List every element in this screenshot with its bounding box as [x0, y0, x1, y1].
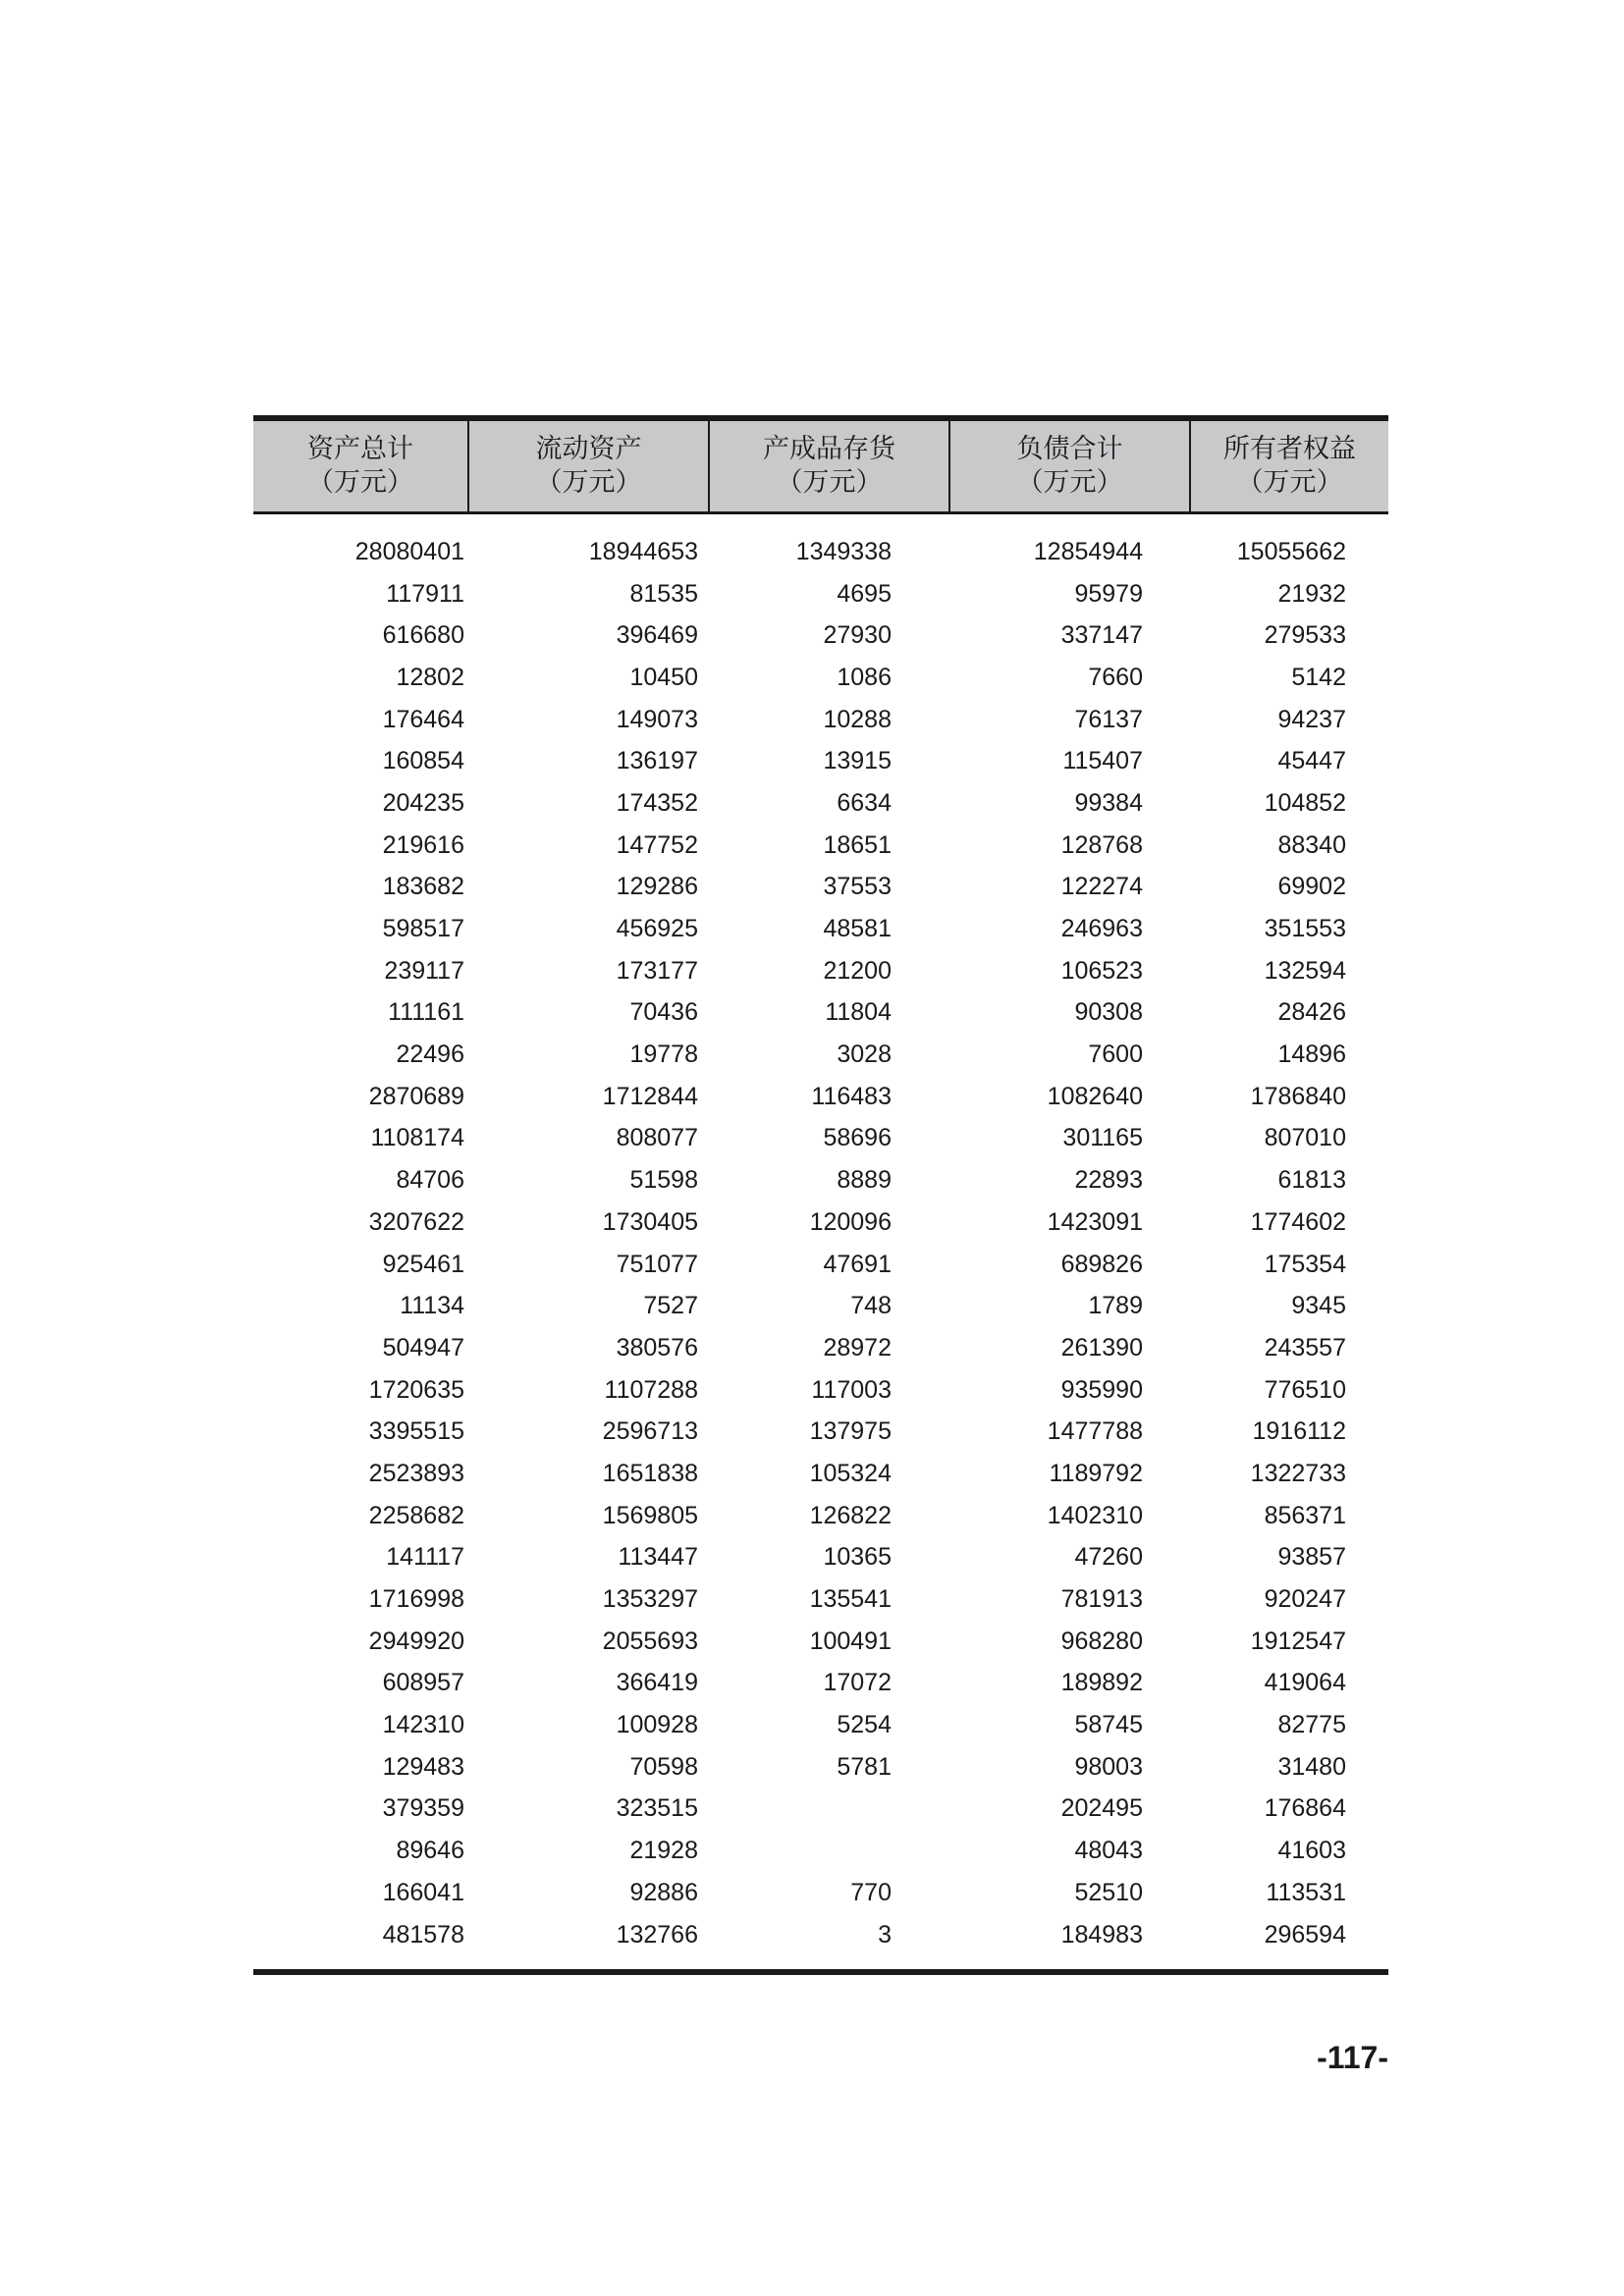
- table-cell: 58745: [1074, 1711, 1143, 1739]
- header-label: 产成品存货: [763, 434, 895, 464]
- table-row: [253, 1621, 1388, 1663]
- header-label: 所有者权益: [1223, 434, 1356, 464]
- header-total-liabilities: [950, 421, 1191, 511]
- table-cell: 175354: [1264, 1250, 1346, 1278]
- table-row: [253, 1537, 1388, 1579]
- table-cell: 111161: [388, 998, 464, 1027]
- table-cell: 28972: [823, 1333, 892, 1362]
- table-cell: 174352: [616, 788, 698, 817]
- header-current-assets: [469, 421, 710, 511]
- table-cell: 21928: [629, 1837, 698, 1865]
- table-cell: 296594: [1264, 1920, 1346, 1949]
- table-cell: 82775: [1277, 1711, 1346, 1739]
- table-header: [253, 421, 1388, 514]
- header-finished-goods-inventory: [710, 421, 950, 511]
- table-cell: 21200: [823, 956, 892, 985]
- table-row: [253, 1578, 1388, 1621]
- table-row: [253, 1159, 1388, 1201]
- table-cell: 1789: [1088, 1292, 1143, 1320]
- table-cell: 1402310: [1047, 1501, 1143, 1529]
- table-cell: 48043: [1074, 1837, 1143, 1865]
- table-cell: 1912547: [1250, 1627, 1346, 1655]
- table-cell: 4695: [837, 579, 892, 608]
- table-cell: 748: [850, 1292, 892, 1320]
- table-cell: 105324: [809, 1459, 892, 1487]
- table-cell: 84706: [396, 1166, 464, 1195]
- table-cell: 142310: [382, 1711, 464, 1739]
- table-cell: 1189792: [1049, 1459, 1143, 1487]
- table-cell: 166041: [382, 1878, 464, 1906]
- table-cell: 5142: [1291, 663, 1346, 691]
- header-label: 流动资产: [535, 434, 642, 464]
- table-cell: 10288: [823, 705, 892, 733]
- table-cell: 2870689: [368, 1082, 464, 1110]
- table-cell: 3028: [837, 1041, 892, 1069]
- table-cell: 126822: [809, 1501, 892, 1529]
- table-cell: 968280: [1060, 1627, 1143, 1655]
- table-cell: 115407: [1062, 747, 1143, 775]
- table-cell: 8889: [837, 1166, 892, 1195]
- table-cell: 1349338: [795, 537, 892, 565]
- table-cell: 113447: [618, 1543, 698, 1572]
- table-row: [253, 1663, 1388, 1705]
- table-cell: 99384: [1074, 788, 1143, 817]
- table-cell: 81535: [629, 579, 698, 608]
- table-cell: 47691: [823, 1250, 892, 1278]
- table-cell: 10365: [823, 1543, 892, 1572]
- table-cell: 1651838: [602, 1459, 698, 1487]
- table-row: [253, 1830, 1388, 1872]
- table-row: [253, 531, 1388, 573]
- table-cell: 41603: [1277, 1837, 1346, 1865]
- table-cell: 18651: [823, 830, 892, 859]
- table-cell: 19778: [629, 1041, 698, 1069]
- table-row: [253, 1244, 1388, 1286]
- table-row: [253, 1327, 1388, 1369]
- table-cell: 132766: [616, 1920, 698, 1949]
- table-cell: 21932: [1277, 579, 1346, 608]
- header-unit: （万元）: [307, 467, 413, 498]
- table-cell: 2258682: [368, 1501, 464, 1529]
- table-cell: 751077: [616, 1250, 698, 1278]
- table-row: [253, 740, 1388, 782]
- table-cell: 1082640: [1047, 1082, 1143, 1110]
- table-cell: 3: [878, 1920, 892, 1949]
- table-cell: 1730405: [602, 1207, 698, 1236]
- table-row: [253, 1034, 1388, 1076]
- table-row: [253, 1453, 1388, 1495]
- table-cell: 70436: [629, 998, 698, 1027]
- table-cell: 129286: [616, 873, 698, 901]
- table-cell: 15055662: [1236, 537, 1346, 565]
- table-cell: 781913: [1060, 1585, 1143, 1614]
- table-cell: 117911: [386, 579, 464, 608]
- table-cell: 12854944: [1033, 537, 1143, 565]
- table-cell: 10450: [629, 663, 698, 691]
- table-cell: 419064: [1264, 1669, 1346, 1697]
- table-cell: 366419: [616, 1669, 698, 1697]
- table-cell: 11134: [400, 1292, 464, 1320]
- table-cell: 1716998: [368, 1585, 464, 1614]
- table-cell: 351553: [1264, 915, 1346, 943]
- table-cell: 920247: [1264, 1585, 1346, 1614]
- table-cell: 116483: [811, 1082, 892, 1110]
- table-row: [253, 950, 1388, 992]
- table-cell: 1916112: [1252, 1417, 1346, 1446]
- table-row: [253, 1411, 1388, 1453]
- table-row: [253, 1201, 1388, 1244]
- header-unit: （万元）: [1236, 467, 1343, 498]
- table-cell: 3395515: [368, 1417, 464, 1446]
- table-cell: 9345: [1291, 1292, 1346, 1320]
- table-cell: 616680: [382, 621, 464, 650]
- table-cell: 141117: [386, 1543, 464, 1572]
- page-number: -117-: [1317, 2040, 1388, 2075]
- table-cell: 6634: [837, 788, 892, 817]
- table-cell: 95979: [1074, 579, 1143, 608]
- table-row: [253, 1704, 1388, 1746]
- table-cell: 1423091: [1047, 1207, 1143, 1236]
- table-cell: 17072: [823, 1669, 892, 1697]
- table-cell: 396469: [616, 621, 698, 650]
- table-body: [253, 514, 1388, 1975]
- table-row: [253, 1369, 1388, 1412]
- table-cell: 132594: [1264, 956, 1346, 985]
- table-cell: 1712844: [602, 1082, 698, 1110]
- table-cell: 18944653: [588, 537, 698, 565]
- table-cell: 160854: [382, 747, 464, 775]
- table-cell: 379359: [382, 1794, 464, 1823]
- table-cell: 1322733: [1250, 1459, 1346, 1487]
- table-cell: 100491: [809, 1627, 892, 1655]
- table-cell: 90308: [1074, 998, 1143, 1027]
- table-cell: 279533: [1264, 621, 1346, 650]
- table-cell: 689826: [1060, 1250, 1143, 1278]
- table-row: [253, 657, 1388, 699]
- table-cell: 176464: [382, 705, 464, 733]
- table-cell: 598517: [382, 915, 464, 943]
- table-cell: 1786840: [1250, 1082, 1346, 1110]
- table-row: [253, 1914, 1388, 1956]
- table-cell: 58696: [823, 1124, 892, 1152]
- table-cell: 481578: [382, 1920, 464, 1949]
- table-cell: 147752: [616, 830, 698, 859]
- table-cell: 100928: [616, 1711, 698, 1739]
- table-cell: 456925: [616, 915, 698, 943]
- header-unit: （万元）: [1016, 467, 1123, 498]
- table-cell: 1086: [837, 663, 892, 691]
- table-cell: 128768: [1060, 830, 1143, 859]
- table-cell: 37553: [823, 873, 892, 901]
- table-cell: 27930: [823, 621, 892, 650]
- table-cell: 189892: [1060, 1669, 1143, 1697]
- table-cell: 137975: [809, 1417, 892, 1446]
- table-row: [253, 573, 1388, 615]
- table-cell: 808077: [616, 1124, 698, 1152]
- table-cell: 184983: [1060, 1920, 1143, 1949]
- table-cell: 380576: [616, 1333, 698, 1362]
- table-cell: 104852: [1264, 788, 1346, 817]
- table-cell: 22496: [396, 1041, 464, 1069]
- table-cell: 261390: [1060, 1333, 1143, 1362]
- table-cell: 935990: [1060, 1375, 1143, 1404]
- table-cell: 1774602: [1250, 1207, 1346, 1236]
- table-row: [253, 614, 1388, 657]
- table-cell: 5254: [837, 1711, 892, 1739]
- table-cell: 28426: [1277, 998, 1346, 1027]
- table-row: [253, 992, 1388, 1035]
- table-cell: 7527: [643, 1292, 698, 1320]
- table-cell: 337147: [1060, 621, 1143, 650]
- table-cell: 45447: [1277, 747, 1346, 775]
- table-cell: 31480: [1277, 1752, 1346, 1781]
- table-cell: 98003: [1074, 1752, 1143, 1781]
- table-cell: 51598: [629, 1166, 698, 1195]
- table-cell: 2949920: [368, 1627, 464, 1655]
- table-cell: 770: [850, 1878, 892, 1906]
- table-row: [253, 699, 1388, 741]
- table-cell: 1353297: [602, 1585, 698, 1614]
- table-cell: 204235: [382, 788, 464, 817]
- table-cell: 120096: [809, 1207, 892, 1236]
- table-cell: 48581: [823, 915, 892, 943]
- table-cell: 92886: [629, 1878, 698, 1906]
- table-cell: 925461: [382, 1250, 464, 1278]
- table-cell: 2523893: [368, 1459, 464, 1487]
- table-cell: 135541: [809, 1585, 892, 1614]
- table-cell: 1108174: [370, 1124, 464, 1152]
- table-cell: 246963: [1060, 915, 1143, 943]
- header-owners-equity: [1191, 421, 1388, 511]
- table-row: [253, 1118, 1388, 1160]
- table-cell: 1569805: [602, 1501, 698, 1529]
- header-label: 负债合计: [1016, 434, 1123, 464]
- table-cell: 243557: [1264, 1333, 1346, 1362]
- header-unit: （万元）: [776, 467, 883, 498]
- table-cell: 1107288: [604, 1375, 698, 1404]
- table-cell: 239117: [384, 956, 464, 985]
- table-cell: 113531: [1266, 1878, 1346, 1906]
- table-cell: 11804: [825, 998, 892, 1027]
- table-cell: 176864: [1264, 1794, 1346, 1823]
- table-row: [253, 908, 1388, 950]
- table-cell: 202495: [1060, 1794, 1143, 1823]
- table-cell: 2596713: [602, 1417, 698, 1446]
- table-cell: 28080401: [354, 537, 464, 565]
- table-cell: 89646: [396, 1837, 464, 1865]
- table-cell: 136197: [616, 747, 698, 775]
- table-cell: 94237: [1277, 705, 1346, 733]
- table-cell: 13915: [823, 747, 892, 775]
- table-cell: 70598: [629, 1752, 698, 1781]
- table-row: [253, 1872, 1388, 1914]
- table-row: [253, 1285, 1388, 1327]
- table-cell: 88340: [1277, 830, 1346, 859]
- table-cell: 2055693: [602, 1627, 698, 1655]
- table-cell: 12802: [396, 663, 464, 691]
- table-row: [253, 825, 1388, 867]
- table-row: [253, 1789, 1388, 1831]
- table-cell: 504947: [382, 1333, 464, 1362]
- table-cell: 776510: [1264, 1375, 1346, 1404]
- table-cell: 323515: [616, 1794, 698, 1823]
- table-cell: 1720635: [368, 1375, 464, 1404]
- header-label: 资产总计: [307, 434, 413, 464]
- header-total-assets: [253, 421, 469, 511]
- table-row: [253, 1495, 1388, 1537]
- table-cell: 608957: [382, 1669, 464, 1697]
- table-cell: 52510: [1074, 1878, 1143, 1906]
- table-cell: 106523: [1060, 956, 1143, 985]
- table-cell: 61813: [1277, 1166, 1346, 1195]
- table-cell: 219616: [382, 830, 464, 859]
- table-cell: 173177: [616, 956, 698, 985]
- table-cell: 1477788: [1047, 1417, 1143, 1446]
- table-cell: 183682: [382, 873, 464, 901]
- table-cell: 47260: [1074, 1543, 1143, 1572]
- table-cell: 301165: [1062, 1124, 1143, 1152]
- table-row: [253, 782, 1388, 825]
- table-cell: 14896: [1277, 1041, 1346, 1069]
- table-cell: 22893: [1074, 1166, 1143, 1195]
- table-cell: 122274: [1060, 873, 1143, 901]
- table-row: [253, 867, 1388, 909]
- table-cell: 129483: [382, 1752, 464, 1781]
- table-cell: 7600: [1088, 1041, 1143, 1069]
- table-cell: 856371: [1264, 1501, 1346, 1529]
- header-unit: （万元）: [535, 467, 642, 498]
- table-row: [253, 1076, 1388, 1118]
- table-cell: 117003: [811, 1375, 892, 1404]
- table-cell: 3207622: [368, 1207, 464, 1236]
- table-cell: 76137: [1074, 705, 1143, 733]
- table-cell: 7660: [1088, 663, 1143, 691]
- data-table: [253, 415, 1388, 1975]
- table-cell: 5781: [837, 1752, 892, 1781]
- table-row: [253, 1746, 1388, 1789]
- table-cell: 69902: [1277, 873, 1346, 901]
- table-cell: 93857: [1277, 1543, 1346, 1572]
- table-cell: 807010: [1264, 1124, 1346, 1152]
- table-cell: 149073: [616, 705, 698, 733]
